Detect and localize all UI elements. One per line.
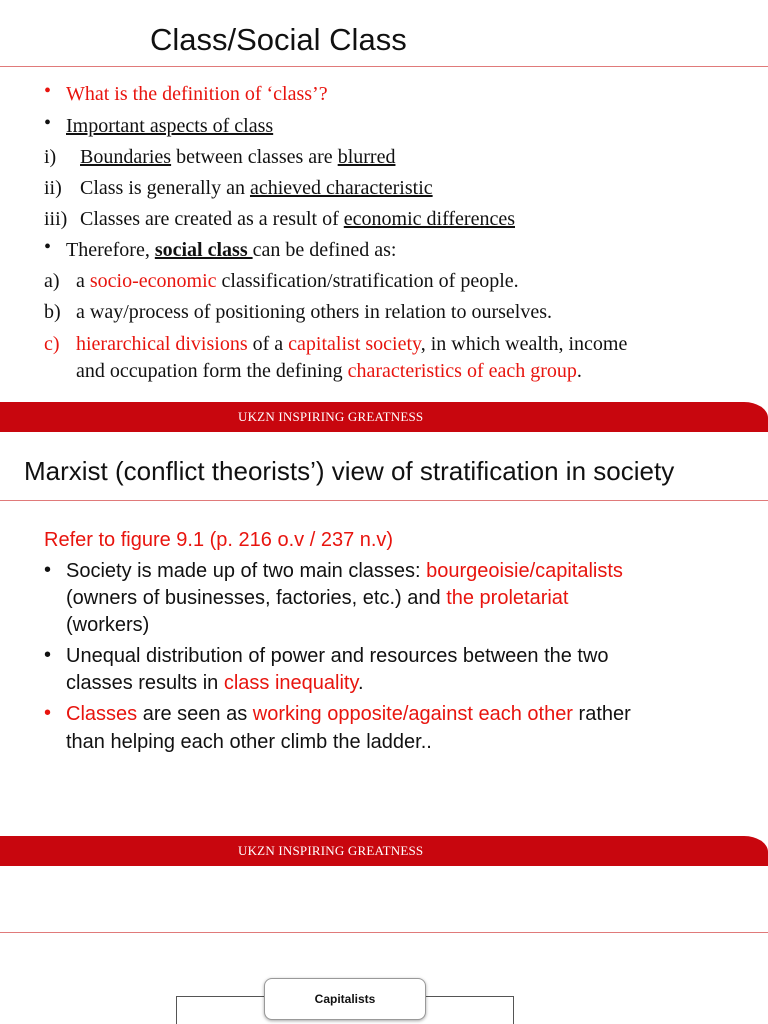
inequality-point: Unequal distribution of power and resources between the two xyxy=(66,645,609,667)
aspects-heading: Important aspects of class xyxy=(66,115,274,137)
bullet-dot: • xyxy=(44,80,52,102)
opposition-point: Classes are seen as working opposite/against each other rather xyxy=(66,703,631,725)
connector-left xyxy=(176,996,264,997)
item-i-label: i) xyxy=(44,146,57,168)
title-rule xyxy=(0,932,768,933)
title-rule xyxy=(0,500,768,501)
bullet-dot: • xyxy=(44,559,52,581)
title-rule xyxy=(0,66,768,67)
footer-banner xyxy=(0,836,768,866)
connector-right-drop xyxy=(513,996,514,1024)
opposition-point-line2: than helping each other climb the ladder.. xyxy=(66,731,432,753)
item-iii-label: iii) xyxy=(44,208,68,230)
item-c-continued: and occupation form the defining characteristics of each group. xyxy=(76,360,582,382)
classes-point: Society is made up of two main classes: bourgeoisie/capitalists xyxy=(66,560,623,582)
capitalists-box: Capitalists xyxy=(264,978,426,1020)
slide-1-title: Class/Social Class xyxy=(150,22,407,57)
item-ii: Class is generally an achieved characteristic xyxy=(80,177,433,199)
bullet-dot: • xyxy=(44,644,52,666)
bullet-dot: • xyxy=(44,702,52,724)
therefore-line: Therefore, social class can be defined as: xyxy=(66,239,397,261)
item-b: a way/process of positioning others in relation to ourselves. xyxy=(76,301,553,323)
bullet-dot: • xyxy=(44,236,52,258)
item-iii: Classes are created as a result of economic differences xyxy=(80,208,515,230)
definition-question: What is the definition of ‘class’? xyxy=(66,83,328,105)
inequality-point-line2: classes results in class inequality. xyxy=(66,672,364,694)
item-i: Boundaries between classes are blurred xyxy=(80,146,396,168)
banner-text: UKZN INSPIRING GREATNESS xyxy=(238,843,424,858)
item-b-label: b) xyxy=(44,301,61,323)
classes-point-line2: (owners of businesses, factories, etc.) and the proletariat xyxy=(66,587,569,609)
slide-2-title: Marxist (conflict theorists’) view of stratification in society xyxy=(24,456,675,486)
classes-point-line3: (workers) xyxy=(66,614,150,636)
item-a: a socio-economic classification/stratification of people. xyxy=(76,270,519,292)
item-c: hierarchical divisions of a capitalist society, in which wealth, income xyxy=(76,333,628,355)
connector-left-drop xyxy=(176,996,177,1024)
item-a-label: a) xyxy=(44,270,60,292)
banner-text: UKZN INSPIRING GREATNESS xyxy=(238,409,424,424)
item-ii-label: ii) xyxy=(44,177,62,199)
connector-right xyxy=(425,996,514,997)
item-c-label: c) xyxy=(44,333,60,355)
figure-reference: Refer to figure 9.1 (p. 216 o.v / 237 n.v) xyxy=(44,529,394,551)
bullet-dot: • xyxy=(44,112,52,134)
footer-banner xyxy=(0,402,768,432)
